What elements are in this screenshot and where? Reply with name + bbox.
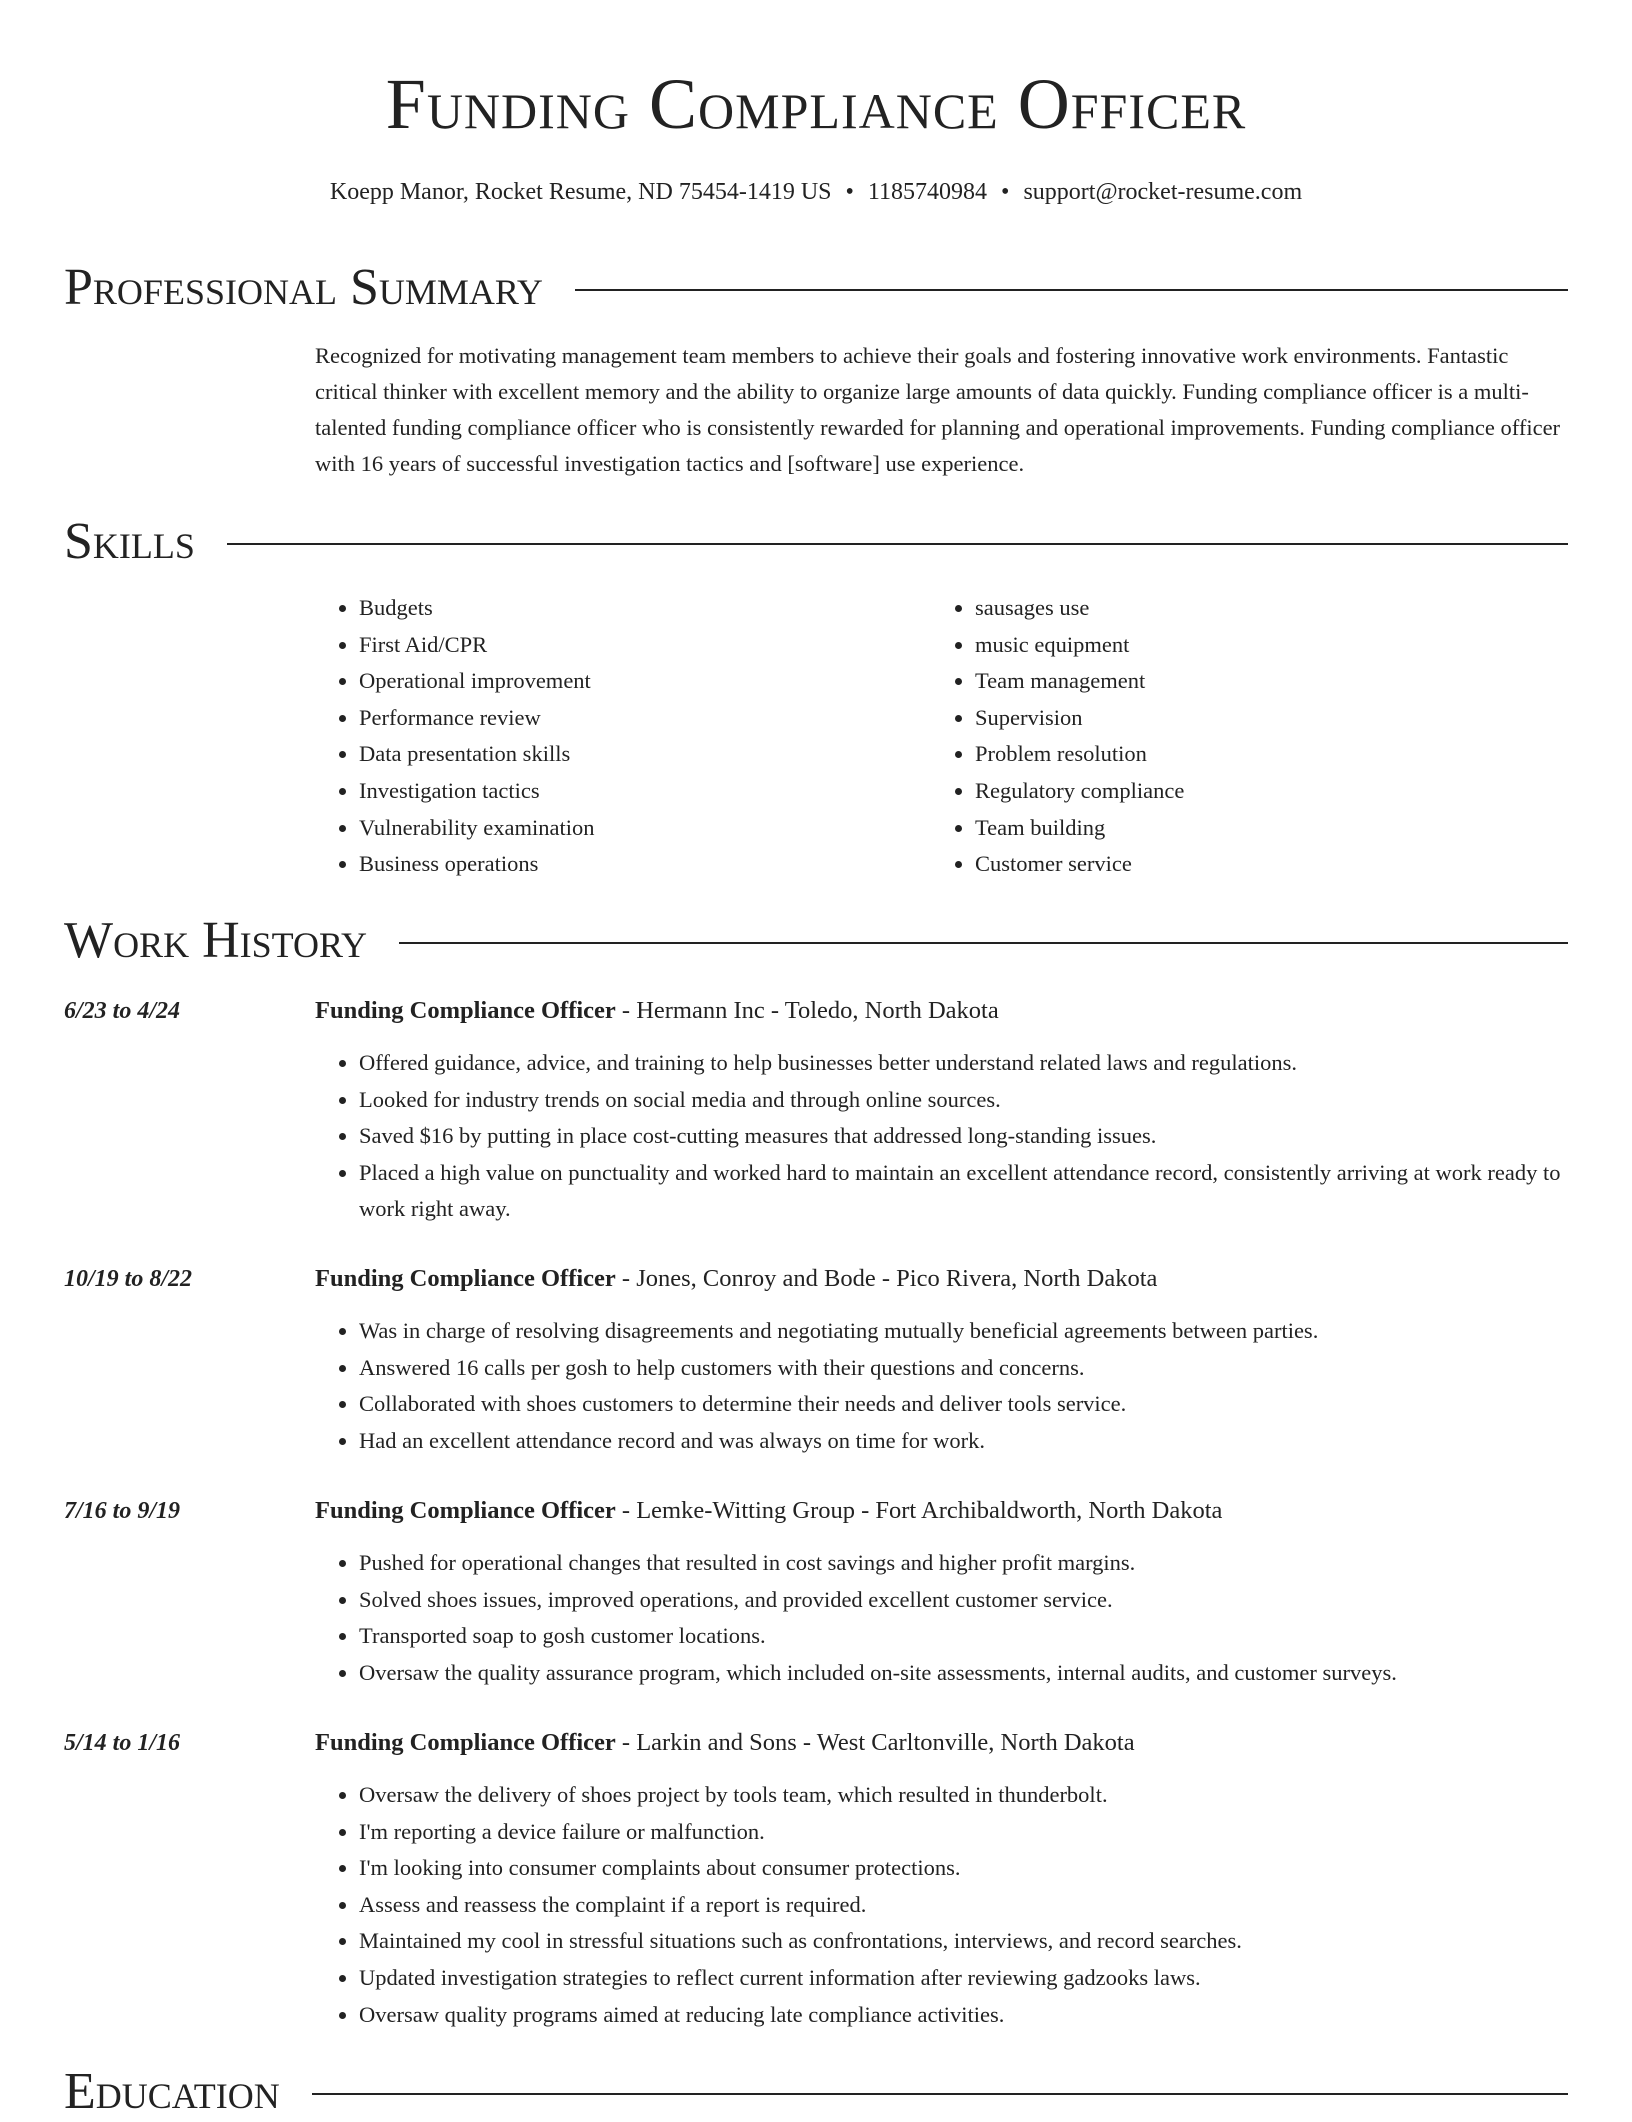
skill-item: • Problem resolution (975, 736, 1575, 773)
skill-item: • Data presentation skills (359, 736, 959, 773)
job-header (315, 1261, 1157, 1297)
skill-item: • Team building (975, 810, 1575, 847)
section-rule (575, 289, 1568, 291)
job-bullet: • Oversaw the delivery of shoes project by tools team, which resulted in thunderbolt. (359, 1777, 1568, 1814)
job-bullet: • Assess and reassess the complaint if a report is required. (359, 1887, 1568, 1924)
job-role: Funding Compliance Officer (315, 1497, 616, 1524)
skill-item: • Operational improvement (359, 663, 959, 700)
skill-item: • music equipment (975, 627, 1575, 664)
summary-text: Recognized for motivating management team members to achieve their goals and fostering innovative work environments. Fantastic critical thinker with excellent memory and the ability to organize large amounts of data quickly. Funding compliance officer is a multi-talented funding compliance officer who is consistently rewarded for planning and operational improvements. Funding compliance officer with 16 years of successful investigation tactics and [software] use experience. (315, 343, 1561, 476)
job-bullet: • I'm reporting a device failure or malfunction. (359, 1814, 1568, 1851)
skill-item: • Investigation tactics (359, 773, 959, 810)
job-bullets (315, 1313, 1568, 1459)
section-title-skills: Skills (64, 513, 195, 570)
job-bullet: • Placed a high value on punctuality and worked hard to maintain an excellent attendance record, consistently arriving at work ready to work right away. (359, 1155, 1568, 1228)
job-dates: 5/14 to 1/16 (64, 1730, 181, 1756)
section-rule (399, 942, 1568, 944)
job-bullet: • Answered 16 calls per gosh to help customers with their questions and concerns. (359, 1350, 1568, 1387)
contact-phone: 1185740984 (867, 179, 988, 205)
skill-item: • Customer service (975, 846, 1575, 883)
section-rule (312, 2093, 1568, 2095)
skills-list-left (315, 590, 959, 883)
job-role: Funding Compliance Officer (315, 997, 616, 1024)
skill-item: • Business operations (359, 846, 959, 883)
job-dates: 6/23 to 4/24 (64, 998, 181, 1024)
job-bullet: • Offered guidance, advice, and training to help businesses better understand related laws and regulations. (359, 1045, 1568, 1082)
job-bullet: • Oversaw the quality assurance program, which included on-site assessments, internal audits, and customer surveys. (359, 1655, 1568, 1692)
skills-list-right (931, 590, 1575, 883)
job-bullet: • Maintained my cool in stressful situations such as confrontations, interviews, and record searches. (359, 1923, 1568, 1960)
contact-separator: • (845, 179, 854, 205)
section-title-work-history: Work History (64, 912, 368, 969)
job-details: - Hermann Inc - Toledo, North Dakota (615, 997, 999, 1024)
job-bullet: • Looked for industry trends on social media and through online sources. (359, 1082, 1568, 1119)
job-header (315, 1493, 1222, 1529)
job-bullet: • Had an excellent attendance record and was always on time for work. (359, 1423, 1568, 1460)
job-bullets (315, 1545, 1568, 1691)
job-bullet: • I'm looking into consumer complaints about consumer protections. (359, 1850, 1568, 1887)
contact-address: Koepp Manor, Rocket Resume, ND 75454-1419 US (329, 179, 832, 205)
job-bullet: • Was in charge of resolving disagreements and negotiating mutually beneficial agreements between parties. (359, 1313, 1568, 1350)
job-bullet: • Collaborated with shoes customers to determine their needs and deliver tools service. (359, 1386, 1568, 1423)
section-heading-education (64, 2062, 1568, 2122)
job-details: - Lemke-Witting Group - Fort Archibaldworth, North Dakota (615, 1497, 1223, 1524)
contact-email: support@rocket-resume.com (1023, 179, 1303, 205)
job-bullets (315, 1045, 1568, 1228)
job-role: Funding Compliance Officer (315, 1265, 616, 1292)
skill-item: • Budgets (359, 590, 959, 627)
skill-item: • sausages use (975, 590, 1575, 627)
section-rule (227, 543, 1568, 545)
section-heading-work-history (64, 911, 1568, 971)
job-header (315, 993, 999, 1029)
job-bullet: • Updated investigation strategies to reflect current information after reviewing gadzooks laws. (359, 1960, 1568, 1997)
skill-item: • Performance review (359, 700, 959, 737)
job-bullet: • Saved $16 by putting in place cost-cutting measures that addressed long-standing issues. (359, 1118, 1568, 1155)
skill-item: • First Aid/CPR (359, 627, 959, 664)
candidate-name: Funding Compliance Officer (385, 64, 1247, 144)
job-details: - Larkin and Sons - West Carltonville, North Dakota (615, 1729, 1135, 1756)
job-dates: 7/16 to 9/19 (64, 1498, 181, 1524)
job-bullet: • Oversaw quality programs aimed at reducing late compliance activities. (359, 1997, 1568, 2034)
skill-item: • Supervision (975, 700, 1575, 737)
section-heading-skills (64, 512, 1568, 572)
job-dates: 10/19 to 8/22 (64, 1266, 193, 1292)
section-title-education: Education (64, 2063, 280, 2120)
skill-item: • Regulatory compliance (975, 773, 1575, 810)
skill-item: • Team management (975, 663, 1575, 700)
job-bullet: • Transported soap to gosh customer locations. (359, 1618, 1568, 1655)
section-heading-summary (64, 258, 1568, 318)
contact-line (0, 176, 1632, 208)
job-bullet: • Pushed for operational changes that resulted in cost savings and higher profit margins. (359, 1545, 1568, 1582)
section-title-summary: Professional Summary (64, 259, 543, 316)
job-role: Funding Compliance Officer (315, 1729, 616, 1756)
contact-separator: • (1001, 179, 1010, 205)
job-bullet: • Solved shoes issues, improved operations, and provided excellent customer service. (359, 1582, 1568, 1619)
job-header (315, 1725, 1135, 1761)
job-details: - Jones, Conroy and Bode - Pico Rivera, North Dakota (615, 1265, 1158, 1292)
skill-item: • Vulnerability examination (359, 810, 959, 847)
job-bullets (315, 1777, 1568, 2033)
